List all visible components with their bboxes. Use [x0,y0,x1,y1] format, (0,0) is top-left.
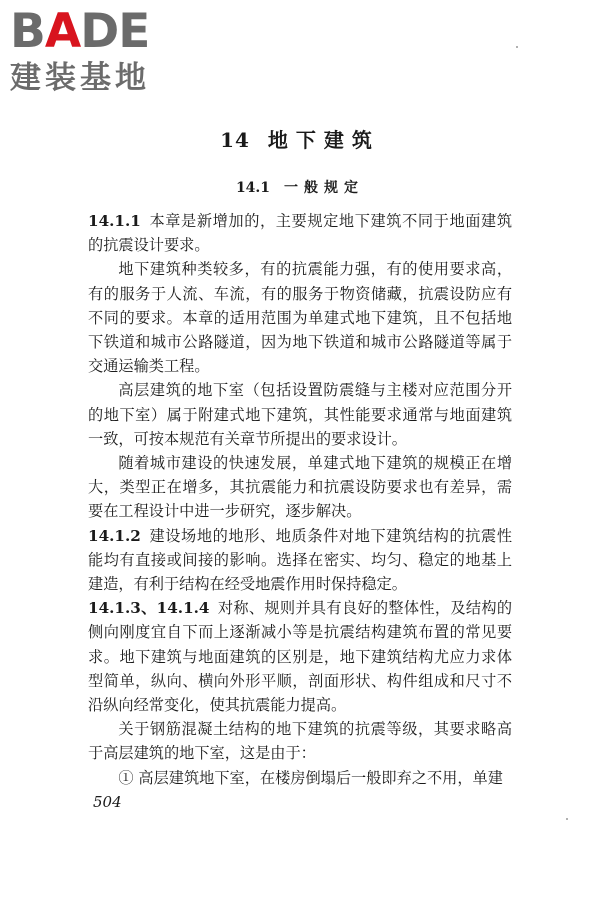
paragraph [88,717,512,765]
scan-speck [516,46,518,48]
chapter-name: 地下建筑 [267,128,380,152]
clause-number: 14.1.3、14.1.4 [88,599,210,618]
bade-logo [10,6,150,96]
clause-number: 14.1.2 [88,526,141,545]
logo-chinese-text: 建装基地 [10,60,150,96]
paragraph-text: 对称、规则并具有良好的整体性，及结构的侧向刚度宜自下而上逐渐减小等是抗震结构建筑布置的常见要求。地下建筑与地面建筑的区别是，地下建筑结构尤应力求体型简单，纵向、横向外形平顺，剖面形状、构件组成和尺寸不沿纵向经常变化，使其抗震能力提高。 [88,599,513,715]
paragraph [88,596,512,717]
page-number: 504 [93,793,122,811]
section-title [0,177,600,197]
paragraph-text: 关于钢筋混凝土结构的地下建筑的抗震等级，其要求略高于高层建筑的地下室，这是由于： [88,720,512,763]
paragraph [88,378,512,451]
body-text [88,209,512,790]
chapter-title [0,124,600,153]
paragraph-text: 高层建筑的地下室（包括设置防震缝与主楼对应范围分开的地下室）属于附建式地下建筑，其性能要求通常与地面建筑一致，可按本规范有关章节所提出的要求设计。 [88,381,512,448]
paragraph [88,451,512,524]
paragraph [88,766,512,790]
scan-speck [566,818,568,820]
paragraph-text: 随着城市建设的快速发展，单建式地下建筑的规模正在增大，类型正在增多，其抗震能力和抗震设防要求也有差异，需要在工程设计中进一步研究，逐步解决。 [88,454,512,521]
section-number: 14.1 [235,180,271,196]
paragraph-text: 地下建筑种类较多，有的抗震能力强，有的使用要求高，有的服务于人流、车流，有的服务于物资储藏，抗震设防应有不同的要求。本章的适用范围为单建式地下建筑，且不包括地下铁道和城市公路隧道，因为地下铁道和城市公路隧道等属于交通运输类工程。 [88,260,512,376]
section-name: 一般规定 [284,180,365,196]
chapter-number: 14 [220,128,250,152]
paragraph [88,209,512,257]
paragraph [88,257,512,378]
clause-number: 14.1.1 [88,212,141,230]
paragraph-text: ① 高层建筑地下室，在楼房倒塌后一般即弃之不用，单建 [118,768,503,787]
paragraph-text: 建设场地的地形、地质条件对地下建筑结构的抗震性能均有直接或间接的影响。选择在密实、均匀、稳定的地基上建造，有利于结构在经受地震作用时保持稳定。 [88,526,512,594]
paragraph [88,524,512,597]
paragraph-text: 本章是新增加的，主要规定地下建筑不同于地面建筑的抗震设计要求。 [88,212,512,255]
logo-wordmark: BADE [10,4,150,59]
